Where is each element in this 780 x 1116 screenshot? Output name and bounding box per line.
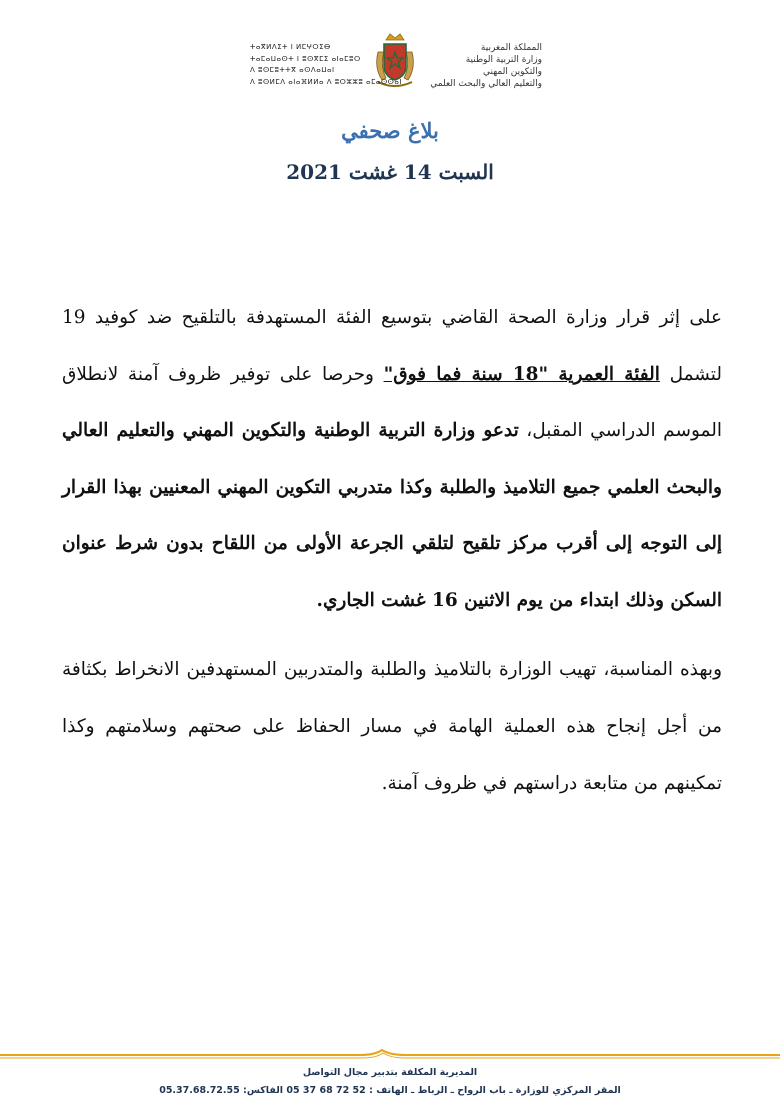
tifinagh-line: ⵜⴰⴳⵍⴷⵉⵜ ⵏ ⵍⵎⵖⵔⵉⴱ	[250, 43, 331, 51]
ministry-line: وزارة التربية الوطنية	[465, 55, 542, 65]
paragraph-1	[62, 290, 722, 629]
tifinagh-line: ⴷ ⵓⵙⵍⵎⴷ ⴰⵏⴰⴼⵍⵍⴰ ⴷ ⵓⵔⵣⵣⵓ ⴰⵎⴰⵙⵙⴰⵏ	[250, 77, 402, 86]
footer	[0, 1064, 780, 1100]
letterhead	[0, 30, 780, 110]
tifinagh-line: ⴷ ⵓⵙⵎⵓⵜⵜⴳ ⴰⵙⴷⴰⵡⴰⵏ	[250, 66, 335, 74]
ministry-line: والتكوين المهني	[483, 67, 542, 77]
paragraph-1-context: وحرصا على توفير ظروف آمنة لانطلاق الموسم الدراسي المقبل،	[62, 363, 722, 441]
footer-department: المديرية المكلفة بتدبير مجال التواصل	[302, 1067, 478, 1078]
tifinagh-line: ⵜⴰⵎⴰⵡⴰⵙⵜ ⵏ ⵓⵙⴳⵎⵉ ⴰⵏⴰⵎⵓⵔ	[250, 54, 361, 63]
paragraph-1-intro: على إثر قرار وزارة الصحة القاضي بتوسيع الفئة المستهدفة بالتلقيح ضد كوفيد 19 لتشمل	[62, 307, 722, 385]
paragraph-2: وبهذه المناسبة، تهيب الوزارة بالتلاميذ والطلبة والمتدربين المستهدفين الانخراط بكثافة من أجل إنجاح هذه العملية الهامة في مسار الحفاظ على صحتهم وسلامتهم وكذا تمكينهم من متابعة دراستهم في ظروف آمنة.	[62, 659, 722, 794]
ministry-name-tifinagh	[250, 42, 450, 88]
ministry-line: المملكة المغربية	[480, 43, 542, 53]
document-title: بلاغ صحفي	[341, 118, 439, 143]
press-release-body	[62, 290, 722, 812]
footer-divider	[0, 1048, 780, 1062]
footer-address: المقر المركزي للوزارة ـ باب الرواح ـ الرباط ـ الهاتف : 52 72 68 37 05 الفاكس: 05.37.68.72.55	[159, 1085, 621, 1096]
ministry-line: والتعليم العالي والبحث العلمي	[430, 79, 542, 89]
paragraph-1-call-to-action: تدعو وزارة التربية الوطنية والتكوين المهني والتعليم العالي والبحث العلمي جميع التلاميذ والطلبة وكذا متدربي التكوين المهني المعنيين بهذا القرار إلى التوجه إلى أقرب مركز تلقيح لتلقي الجرعة الأولى من اللقاح بدون شرط عنوان السكن وذلك ابتداء من يوم الاثنين 16 غشت الجاري.	[62, 420, 722, 611]
document-date: السبت 14 غشت 2021	[286, 160, 494, 184]
age-group-highlight: الفئة العمرية "18 سنة فما فوق"	[383, 363, 660, 385]
